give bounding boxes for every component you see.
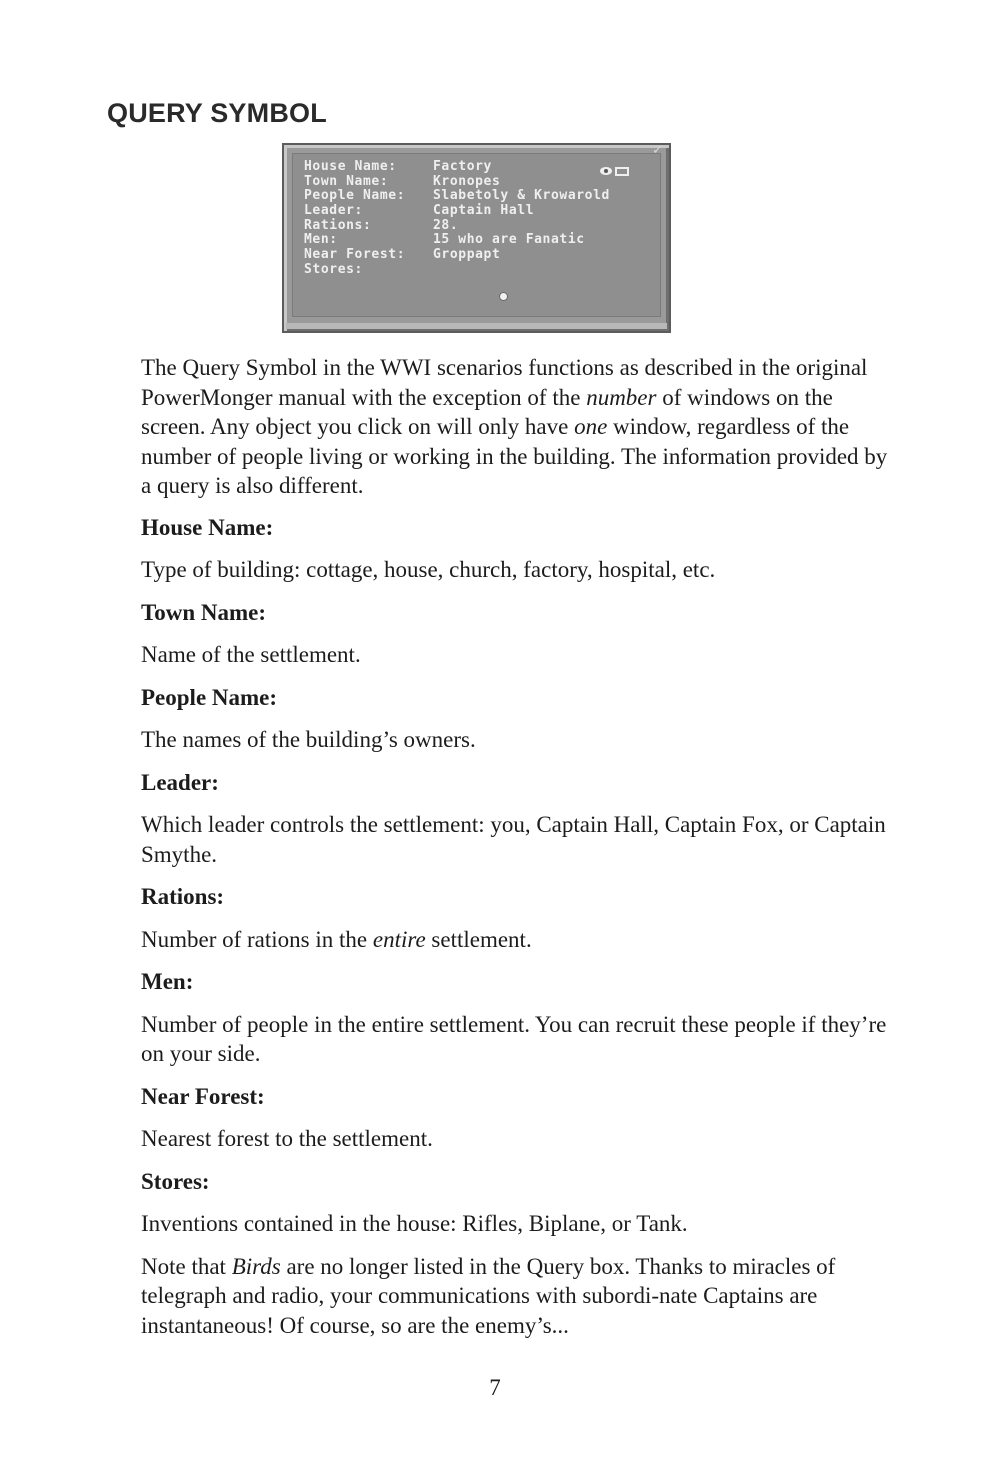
query-value: 15 who are Fanatic (433, 232, 585, 248)
query-label: House Name: (304, 159, 397, 174)
note-emphasis-birds: Birds (231, 1253, 281, 1279)
query-row (304, 204, 664, 219)
intro-paragraph (141, 353, 901, 501)
intro-text-1: The Query Symbol in the WWI scenarios functions as described in the original PowerMonger manual with the exception of the (141, 355, 868, 410)
page-number: 7 (489, 1375, 501, 1400)
intro-text-2: of windows on the screen. Any object you click on will only have (141, 384, 833, 439)
intro-emphasis-one: one (574, 414, 608, 439)
field-desc-town-name: Name of the settlement. (141, 642, 361, 667)
window-icon (615, 167, 629, 176)
body-text (141, 353, 901, 1340)
field-desc-house-name: Type of building: cottage, house, church, factory, hospital, etc. (141, 557, 716, 582)
query-row (304, 233, 664, 248)
query-label: Stores: (304, 261, 363, 277)
rations-text-2: settlement. (425, 926, 532, 952)
query-row (304, 248, 664, 263)
field-desc-leader: Which leader controls the settlement: you, Captain Hall, Captain Fox, or Captain Smythe. (141, 812, 886, 867)
field-title-near-forest: Near Forest: (141, 1083, 265, 1109)
query-value: Factory (433, 159, 492, 174)
field-desc-stores: Inventions contained in the house: Rifles, Biplane, or Tank. (141, 1211, 688, 1236)
checkmark-icon: ✓ (652, 143, 663, 158)
field-title-town-name: Town Name: (141, 599, 267, 625)
query-label: Near Forest: (304, 247, 406, 263)
query-window-panel (292, 153, 661, 317)
rations-text-1: Number of rations in the (141, 926, 373, 952)
note-text-2: are no longer listed in the Query box. Thanks to miracles of telegraph and radio, your communications with subordi-nate Captains are instantaneous! Of course, so are the enemy’s... (141, 1253, 836, 1338)
query-row (304, 189, 664, 204)
rations-emphasis-entire: entire (372, 926, 426, 952)
field-title-stores: Stores: (141, 1168, 210, 1194)
page-heading: QUERY SYMBOL (107, 98, 327, 128)
query-label: Town Name: (304, 173, 389, 189)
query-window-screenshot (282, 143, 671, 333)
query-value: Slabetoly & Krowarold (433, 188, 610, 204)
field-title-men: Men: (141, 969, 194, 994)
query-window-controls (600, 165, 636, 177)
field-desc-near-forest: Nearest forest to the settlement. (141, 1126, 433, 1151)
query-value: Groppapt (433, 247, 501, 263)
query-row (304, 219, 664, 234)
field-title-house-name: House Name: (141, 514, 274, 540)
cursor-dot-icon (500, 293, 507, 300)
note-text-1: Note that (141, 1253, 232, 1279)
field-desc-men: Number of people in the entire settlement. You can recruit these people if they’re on your side. (141, 1011, 887, 1066)
field-title-leader: Leader: (141, 769, 219, 795)
intro-emphasis-number: number (586, 384, 657, 410)
query-label: People Name: (304, 188, 406, 204)
query-window-bottom-bar (286, 323, 667, 329)
query-label: Men: (304, 232, 338, 248)
field-desc-people-name: The names of the building’s owners. (141, 727, 476, 752)
query-label: Rations: (304, 217, 372, 233)
field-desc-rations (141, 925, 901, 955)
query-rows (304, 160, 664, 278)
query-label: Leader: (304, 203, 363, 219)
query-value: 28. (433, 217, 459, 233)
query-value: Captain Hall (433, 203, 535, 219)
intro-text-3: window, regardless of the number of people living or working in the building. The information provided by a query is also different. (141, 414, 888, 498)
eye-icon (600, 167, 612, 175)
field-title-rations: Rations: (141, 884, 225, 909)
field-title-people-name: People Name: (141, 684, 278, 710)
query-row (304, 263, 664, 278)
query-value: Kronopes (433, 173, 501, 189)
note-paragraph (141, 1252, 901, 1341)
